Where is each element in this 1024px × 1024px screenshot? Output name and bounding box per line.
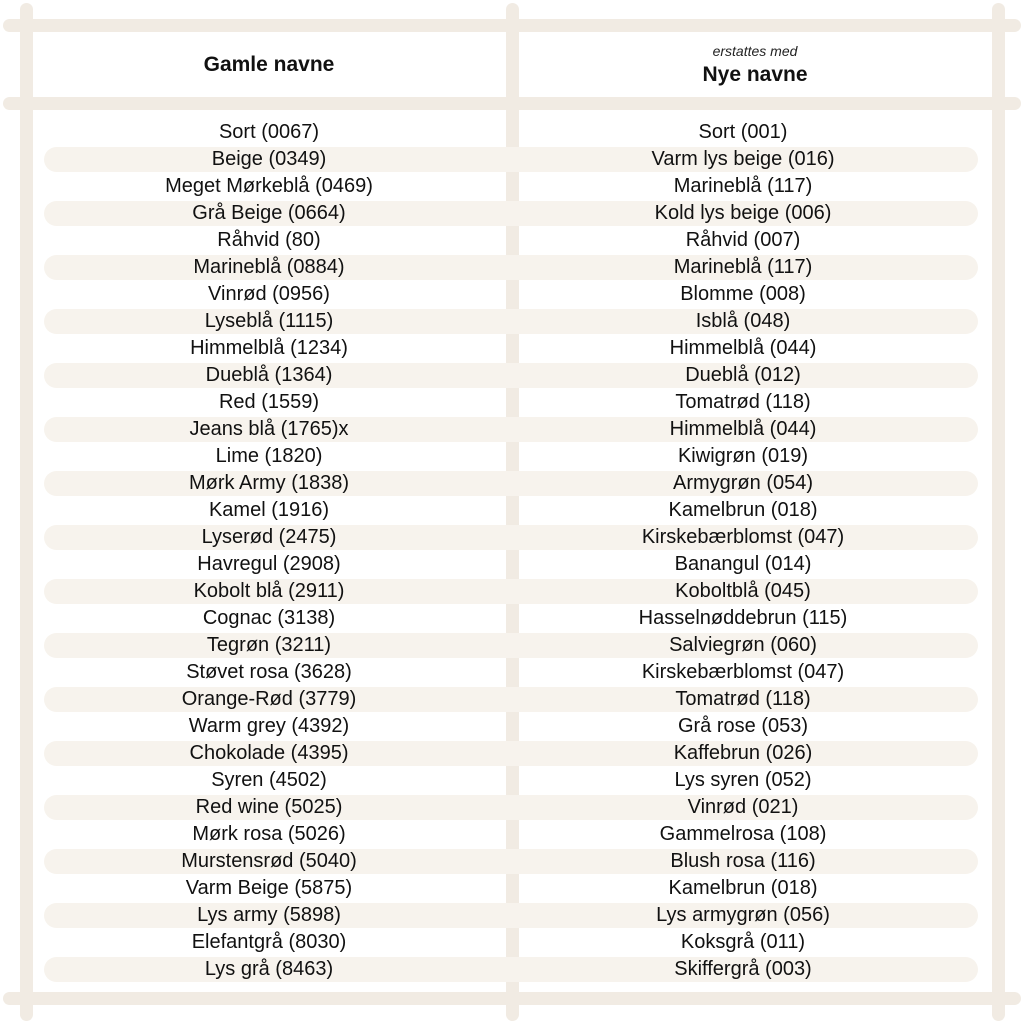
table-row xyxy=(44,524,978,551)
old-name-cell: Red wine (5025) xyxy=(195,796,343,818)
table-row xyxy=(44,740,978,767)
old-name-cell: Cognac (3138) xyxy=(202,607,336,629)
new-name-cell: Koboltblå (045) xyxy=(675,580,811,602)
table-row xyxy=(44,497,978,524)
new-name-cell: Himmelblå (044) xyxy=(669,418,817,440)
table-row xyxy=(44,875,978,902)
old-name-cell: Lime (1820) xyxy=(215,445,323,467)
new-name-cell: Kiwigrøn (019) xyxy=(677,445,809,467)
table-row xyxy=(44,443,978,470)
table-row xyxy=(44,929,978,956)
table-row xyxy=(44,308,978,335)
table-row xyxy=(44,470,978,497)
new-names-title: Nye navne xyxy=(702,63,808,86)
new-name-cell: Kold lys beige (006) xyxy=(654,202,832,224)
table-row xyxy=(44,794,978,821)
old-name-cell: Jeans blå (1765)x xyxy=(189,418,349,440)
old-name-cell: Tegrøn (3211) xyxy=(206,634,332,656)
old-name-cell: Vinrød (0956) xyxy=(208,283,330,305)
old-name-cell: Lyseblå (1115) xyxy=(204,310,334,332)
new-name-cell: Banangul (014) xyxy=(674,553,812,575)
new-name-cell: Salviegrøn (060) xyxy=(669,634,817,656)
table-row xyxy=(44,173,978,200)
table-row xyxy=(44,659,978,686)
table-row xyxy=(44,362,978,389)
old-name-cell: Red (1559) xyxy=(218,391,320,413)
table-row xyxy=(44,821,978,848)
new-name-cell: Gammelrosa (108) xyxy=(659,823,827,845)
table-row xyxy=(44,146,978,173)
old-name-cell: Støvet rosa (3628) xyxy=(186,661,352,683)
new-name-cell: Skiffergrå (003) xyxy=(674,958,812,980)
new-name-cell: Lys armygrøn (056) xyxy=(656,904,830,926)
new-name-cell: Hasselnøddebrun (115) xyxy=(638,607,848,629)
table-row xyxy=(44,686,978,713)
frame-right-bar xyxy=(992,3,1005,1021)
table-row xyxy=(44,632,978,659)
replaced-with-subtitle: erstattes med xyxy=(712,43,798,59)
table-row xyxy=(44,200,978,227)
table-row xyxy=(44,119,978,146)
table-row xyxy=(44,713,978,740)
table-row xyxy=(44,416,978,443)
new-name-cell: Varm lys beige (016) xyxy=(651,148,835,170)
name-mapping-table xyxy=(44,119,978,983)
new-name-cell: Tomatrød (118) xyxy=(675,688,811,710)
old-name-cell: Kamel (1916) xyxy=(208,499,330,521)
table-row xyxy=(44,848,978,875)
new-name-cell: Marineblå (117) xyxy=(673,175,813,197)
table-row xyxy=(44,551,978,578)
new-name-cell: Sort (001) xyxy=(698,121,788,143)
new-name-cell: Råhvid (007) xyxy=(685,229,801,251)
new-name-cell: Isblå (048) xyxy=(695,310,791,332)
new-name-cell: Kirskebærblomst (047) xyxy=(641,661,845,683)
new-name-cell: Marineblå (117) xyxy=(673,256,813,278)
new-name-cell: Blush rosa (116) xyxy=(670,850,816,872)
table-row xyxy=(44,281,978,308)
table-row xyxy=(44,767,978,794)
old-name-cell: Orange-Rød (3779) xyxy=(181,688,357,710)
old-name-cell: Beige (0349) xyxy=(211,148,327,170)
old-name-cell: Syren (4502) xyxy=(211,769,327,791)
old-name-cell: Warm grey (4392) xyxy=(188,715,350,737)
new-name-cell: Kirskebærblomst (047) xyxy=(641,526,845,548)
new-name-cell: Grå rose (053) xyxy=(677,715,809,737)
table-row xyxy=(44,902,978,929)
table-row xyxy=(44,956,978,983)
new-name-cell: Kamelbrun (018) xyxy=(668,877,818,899)
new-name-cell: Kamelbrun (018) xyxy=(668,499,818,521)
old-name-cell: Lyserød (2475) xyxy=(201,526,337,548)
old-name-cell: Himmelblå (1234) xyxy=(190,337,348,359)
new-name-cell: Blomme (008) xyxy=(680,283,806,305)
old-name-cell: Dueblå (1364) xyxy=(205,364,333,386)
old-name-cell: Råhvid (80) xyxy=(217,229,321,251)
table-row xyxy=(44,227,978,254)
old-name-cell: Kobolt blå (2911) xyxy=(193,580,345,602)
old-names-title: Gamle navne xyxy=(203,53,335,76)
table-row xyxy=(44,605,978,632)
old-name-cell: Varm Beige (5875) xyxy=(185,877,353,899)
new-name-cell: Armygrøn (054) xyxy=(672,472,814,494)
new-name-cell: Kaffebrun (026) xyxy=(673,742,813,764)
table-row xyxy=(44,578,978,605)
new-name-cell: Vinrød (021) xyxy=(687,796,799,818)
table-row xyxy=(44,335,978,362)
old-name-cell: Mørk Army (1838) xyxy=(188,472,350,494)
header-new-names xyxy=(518,34,992,96)
old-name-cell: Grå Beige (0664) xyxy=(192,202,346,224)
header-old-names xyxy=(30,34,508,96)
new-name-cell: Tomatrød (118) xyxy=(675,391,811,413)
new-name-cell: Lys syren (052) xyxy=(674,769,812,791)
old-name-cell: Meget Mørkeblå (0469) xyxy=(165,175,373,197)
old-name-cell: Chokolade (4395) xyxy=(189,742,349,764)
old-name-cell: Lys grå (8463) xyxy=(204,958,334,980)
new-name-cell: Himmelblå (044) xyxy=(669,337,817,359)
old-name-cell: Mørk rosa (5026) xyxy=(192,823,346,845)
old-name-cell: Murstensrød (5040) xyxy=(181,850,357,872)
new-name-cell: Dueblå (012) xyxy=(685,364,801,386)
old-name-cell: Lys army (5898) xyxy=(197,904,341,926)
old-name-cell: Sort (0067) xyxy=(218,121,320,143)
table-row xyxy=(44,254,978,281)
old-name-cell: Havregul (2908) xyxy=(197,553,341,575)
new-name-cell: Koksgrå (011) xyxy=(680,931,806,953)
old-name-cell: Elefantgrå (8030) xyxy=(191,931,347,953)
old-name-cell: Marineblå (0884) xyxy=(193,256,345,278)
table-row xyxy=(44,389,978,416)
